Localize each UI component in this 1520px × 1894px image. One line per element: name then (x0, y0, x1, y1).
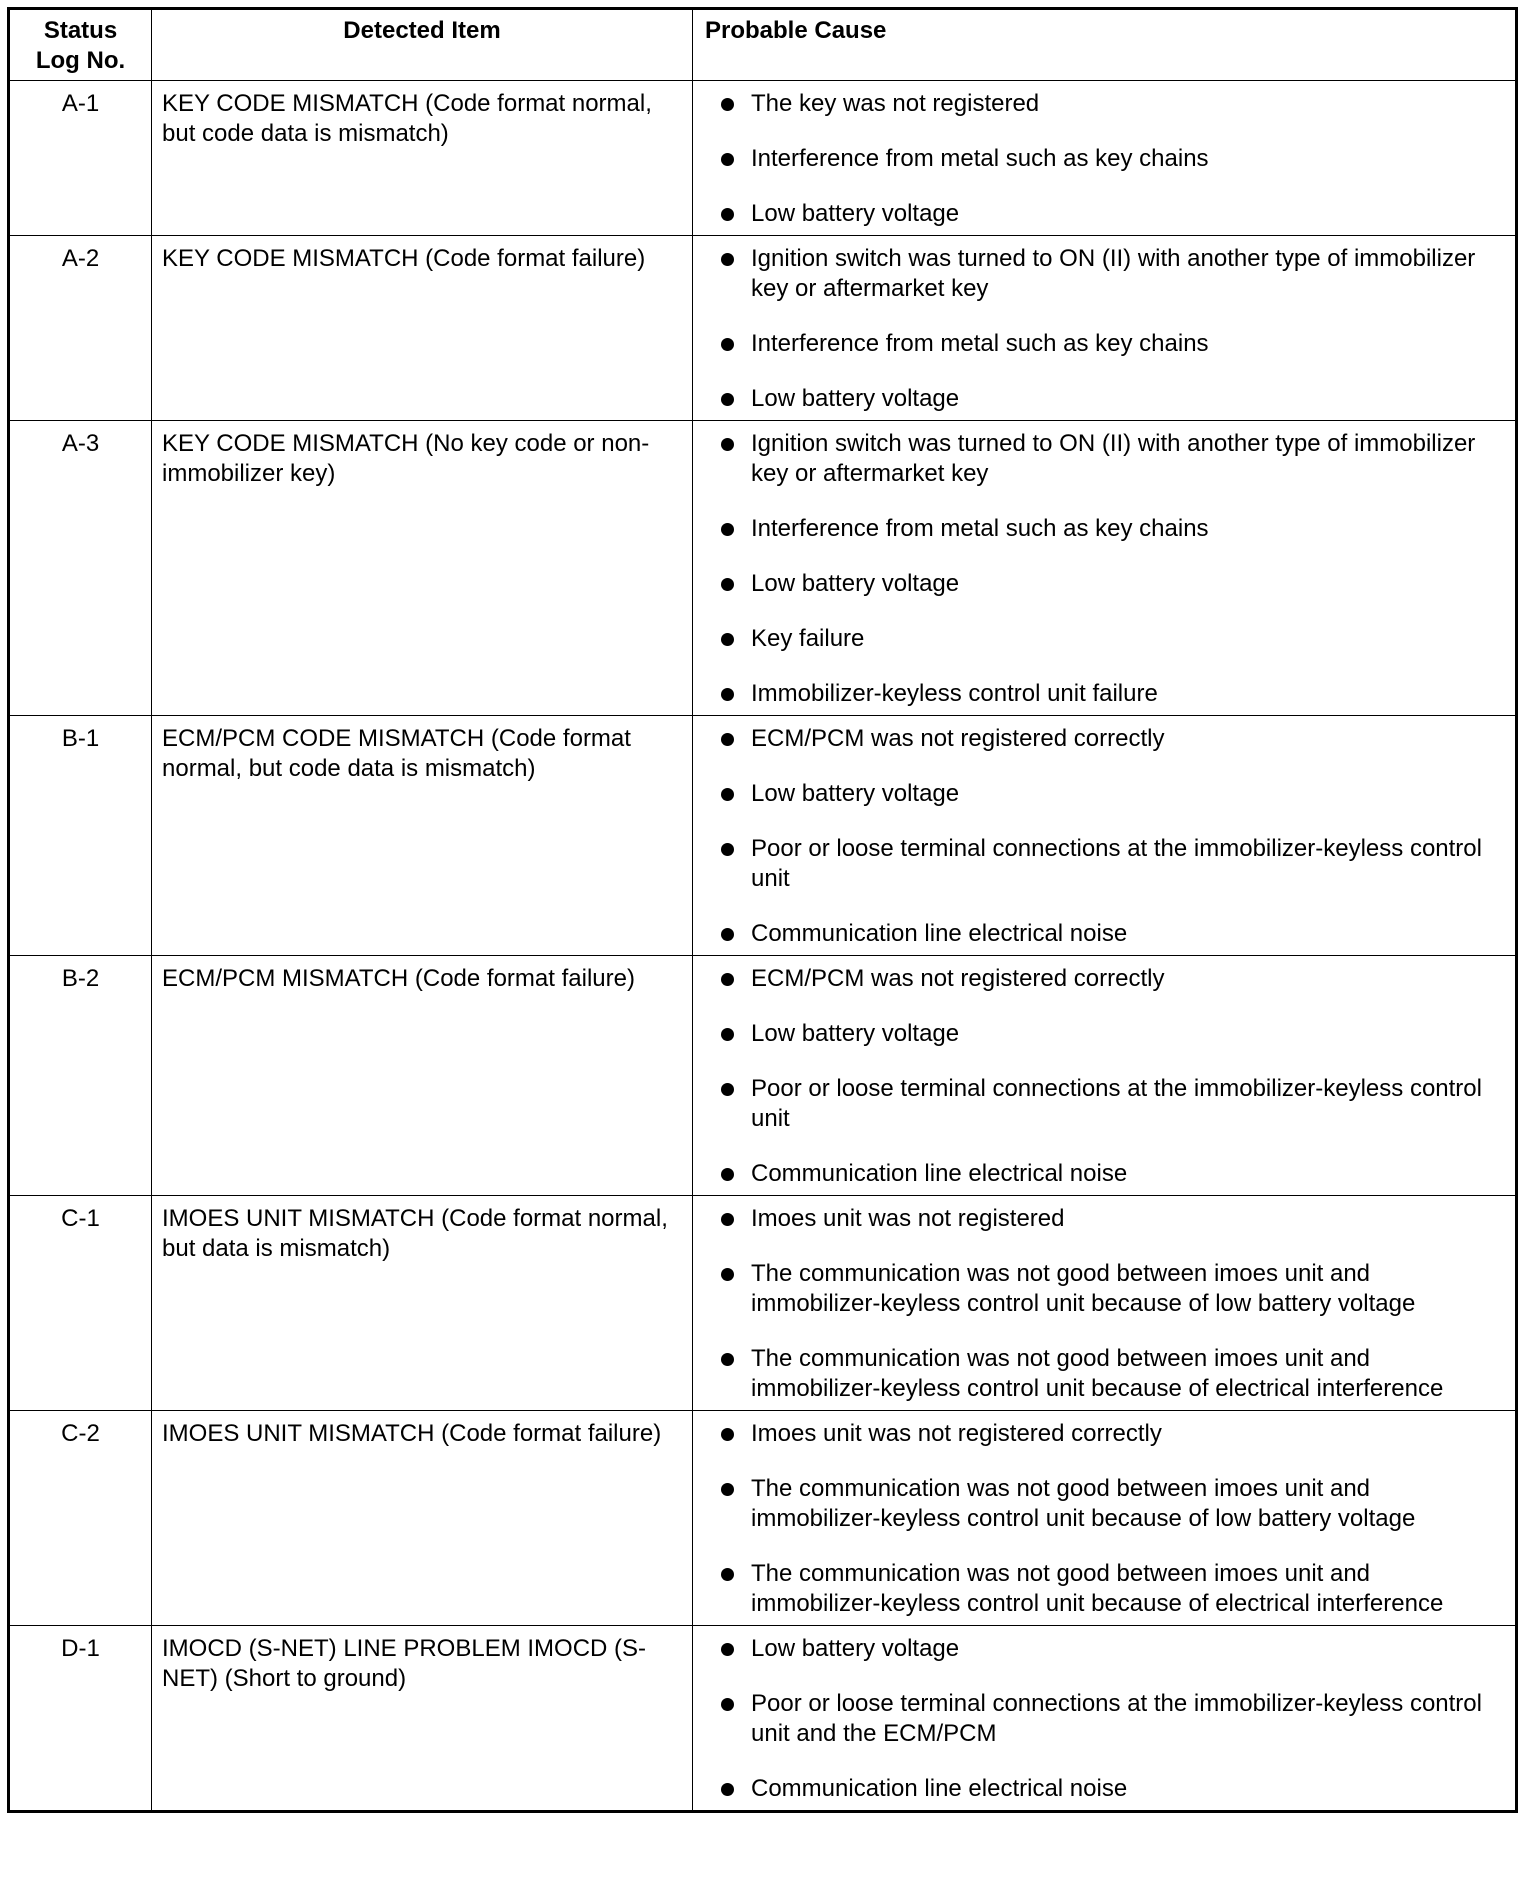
list-item (715, 1204, 1503, 1234)
bullet-icon (721, 973, 734, 986)
header-probable-cause-label: Probable Cause (705, 17, 887, 44)
list-item (715, 569, 1503, 599)
probable-cause-cell (693, 421, 1517, 716)
probable-cause-list (715, 724, 1503, 949)
probable-cause-text: Key failure (751, 625, 865, 652)
list-item (715, 144, 1503, 174)
bullet-icon (721, 98, 734, 111)
probable-cause-list (715, 429, 1503, 709)
bullet-icon (721, 1698, 734, 1711)
probable-cause-text: ECM/PCM was not registered correctly (751, 965, 1165, 992)
probable-cause-text: Low battery voltage (751, 570, 960, 597)
detected-item: IMOES UNIT MISMATCH (Code format failure) (152, 1411, 693, 1626)
header-detected-item (152, 9, 693, 81)
probable-cause-text: Ignition switch was turned to ON (II) with another type of immobilizer key or aftermarket key (751, 245, 1476, 302)
table-row (9, 716, 1517, 956)
probable-cause-text: ECM/PCM was not registered correctly (751, 725, 1165, 752)
list-item (715, 679, 1503, 709)
header-status-log-label: Status Log No. (35, 17, 126, 74)
probable-cause-cell (693, 1196, 1517, 1411)
probable-cause-cell (693, 1626, 1517, 1812)
header-detected-item-label: Detected Item (343, 17, 501, 44)
probable-cause-list (715, 1419, 1503, 1619)
list-item (715, 1474, 1503, 1534)
list-item (715, 329, 1503, 359)
bullet-icon (721, 523, 734, 536)
probable-cause-text: The key was not registered (751, 90, 1040, 117)
list-item (715, 779, 1503, 809)
status-log-document (7, 7, 1515, 1813)
table-row (9, 81, 1517, 236)
table-row (9, 236, 1517, 421)
status-log-number: A-1 (9, 81, 152, 236)
table-body (9, 81, 1517, 1812)
list-item (715, 919, 1503, 949)
probable-cause-text: Poor or loose terminal connections at the immobilizer-keyless control unit and the ECM/PCM (751, 1690, 1482, 1747)
bullet-icon (721, 393, 734, 406)
list-item (715, 1419, 1503, 1449)
probable-cause-text: Low battery voltage (751, 780, 960, 807)
list-item (715, 1344, 1503, 1404)
list-item (715, 1019, 1503, 1049)
list-item (715, 724, 1503, 754)
probable-cause-text: Communication line electrical noise (751, 920, 1128, 947)
probable-cause-text: The communication was not good between imoes unit and immobilizer-keyless control unit because of low battery voltage (751, 1475, 1416, 1532)
bullet-icon (721, 438, 734, 451)
bullet-icon (721, 633, 734, 646)
list-item (715, 244, 1503, 304)
list-item (715, 1689, 1503, 1749)
bullet-icon (721, 1083, 734, 1096)
bullet-icon (721, 1428, 734, 1441)
bullet-icon (721, 1643, 734, 1656)
detected-item: KEY CODE MISMATCH (Code format normal, but code data is mismatch) (152, 81, 693, 236)
list-item (715, 834, 1503, 894)
list-item (715, 89, 1503, 119)
list-item (715, 384, 1503, 414)
status-log-number: B-2 (9, 956, 152, 1196)
detected-item: KEY CODE MISMATCH (No key code or non-immobilizer key) (152, 421, 693, 716)
status-log-number: B-1 (9, 716, 152, 956)
probable-cause-cell (693, 81, 1517, 236)
bullet-icon (721, 153, 734, 166)
probable-cause-list (715, 1204, 1503, 1404)
bullet-icon (721, 1268, 734, 1281)
probable-cause-text: Imoes unit was not registered correctly (751, 1420, 1162, 1447)
probable-cause-text: Ignition switch was turned to ON (II) with another type of immobilizer key or aftermarket key (751, 430, 1476, 487)
probable-cause-text: The communication was not good between imoes unit and immobilizer-keyless control unit because of low battery voltage (751, 1260, 1416, 1317)
probable-cause-text: Communication line electrical noise (751, 1775, 1128, 1802)
bullet-icon (721, 208, 734, 221)
list-item (715, 199, 1503, 229)
probable-cause-text: Interference from metal such as key chains (751, 330, 1209, 357)
probable-cause-text: Low battery voltage (751, 1020, 960, 1047)
probable-cause-list (715, 244, 1503, 414)
status-log-number: C-2 (9, 1411, 152, 1626)
probable-cause-cell (693, 236, 1517, 421)
list-item (715, 1259, 1503, 1319)
probable-cause-list (715, 89, 1503, 229)
bullet-icon (721, 843, 734, 856)
bullet-icon (721, 688, 734, 701)
probable-cause-list (715, 1634, 1503, 1804)
header-status-log-no (9, 9, 152, 81)
list-item (715, 1634, 1503, 1664)
table-row (9, 1196, 1517, 1411)
probable-cause-text: Low battery voltage (751, 1635, 960, 1662)
bullet-icon (721, 928, 734, 941)
list-item (715, 429, 1503, 489)
probable-cause-list (715, 964, 1503, 1189)
table-row (9, 1626, 1517, 1812)
header-probable-cause (693, 9, 1517, 81)
probable-cause-cell (693, 716, 1517, 956)
detected-item: IMOCD (S-NET) LINE PROBLEM IMOCD (S-NET) (Short to ground) (152, 1626, 693, 1812)
bullet-icon (721, 1483, 734, 1496)
list-item (715, 1159, 1503, 1189)
probable-cause-text: Poor or loose terminal connections at the immobilizer-keyless control unit (751, 1075, 1482, 1132)
list-item (715, 1559, 1503, 1619)
status-log-number: A-2 (9, 236, 152, 421)
probable-cause-text: The communication was not good between imoes unit and immobilizer-keyless control unit because of electrical interference (751, 1345, 1444, 1402)
probable-cause-text: Imoes unit was not registered (751, 1205, 1065, 1232)
status-log-number: A-3 (9, 421, 152, 716)
table-row (9, 421, 1517, 716)
bullet-icon (721, 1353, 734, 1366)
detected-item: IMOES UNIT MISMATCH (Code format normal, but data is mismatch) (152, 1196, 693, 1411)
probable-cause-text: Interference from metal such as key chains (751, 515, 1209, 542)
status-log-table (7, 7, 1518, 1813)
probable-cause-cell (693, 1411, 1517, 1626)
probable-cause-text: Immobilizer-keyless control unit failure (751, 680, 1158, 707)
table-row (9, 956, 1517, 1196)
probable-cause-text: Poor or loose terminal connections at the immobilizer-keyless control unit (751, 835, 1482, 892)
probable-cause-text: Low battery voltage (751, 385, 960, 412)
bullet-icon (721, 578, 734, 591)
probable-cause-cell (693, 956, 1517, 1196)
list-item (715, 624, 1503, 654)
bullet-icon (721, 1168, 734, 1181)
list-item (715, 514, 1503, 544)
bullet-icon (721, 1568, 734, 1581)
list-item (715, 1074, 1503, 1134)
bullet-icon (721, 253, 734, 266)
probable-cause-text: The communication was not good between imoes unit and immobilizer-keyless control unit because of electrical interference (751, 1560, 1444, 1617)
bullet-icon (721, 1783, 734, 1796)
detected-item: ECM/PCM CODE MISMATCH (Code format normal, but code data is mismatch) (152, 716, 693, 956)
probable-cause-text: Low battery voltage (751, 200, 960, 227)
bullet-icon (721, 338, 734, 351)
bullet-icon (721, 1213, 734, 1226)
list-item (715, 1774, 1503, 1804)
probable-cause-text: Interference from metal such as key chains (751, 145, 1209, 172)
detected-item: ECM/PCM MISMATCH (Code format failure) (152, 956, 693, 1196)
list-item (715, 964, 1503, 994)
bullet-icon (721, 788, 734, 801)
table-header-row (9, 9, 1517, 81)
status-log-number: D-1 (9, 1626, 152, 1812)
bullet-icon (721, 1028, 734, 1041)
table-row (9, 1411, 1517, 1626)
bullet-icon (721, 733, 734, 746)
detected-item: KEY CODE MISMATCH (Code format failure) (152, 236, 693, 421)
status-log-number: C-1 (9, 1196, 152, 1411)
probable-cause-text: Communication line electrical noise (751, 1160, 1128, 1187)
